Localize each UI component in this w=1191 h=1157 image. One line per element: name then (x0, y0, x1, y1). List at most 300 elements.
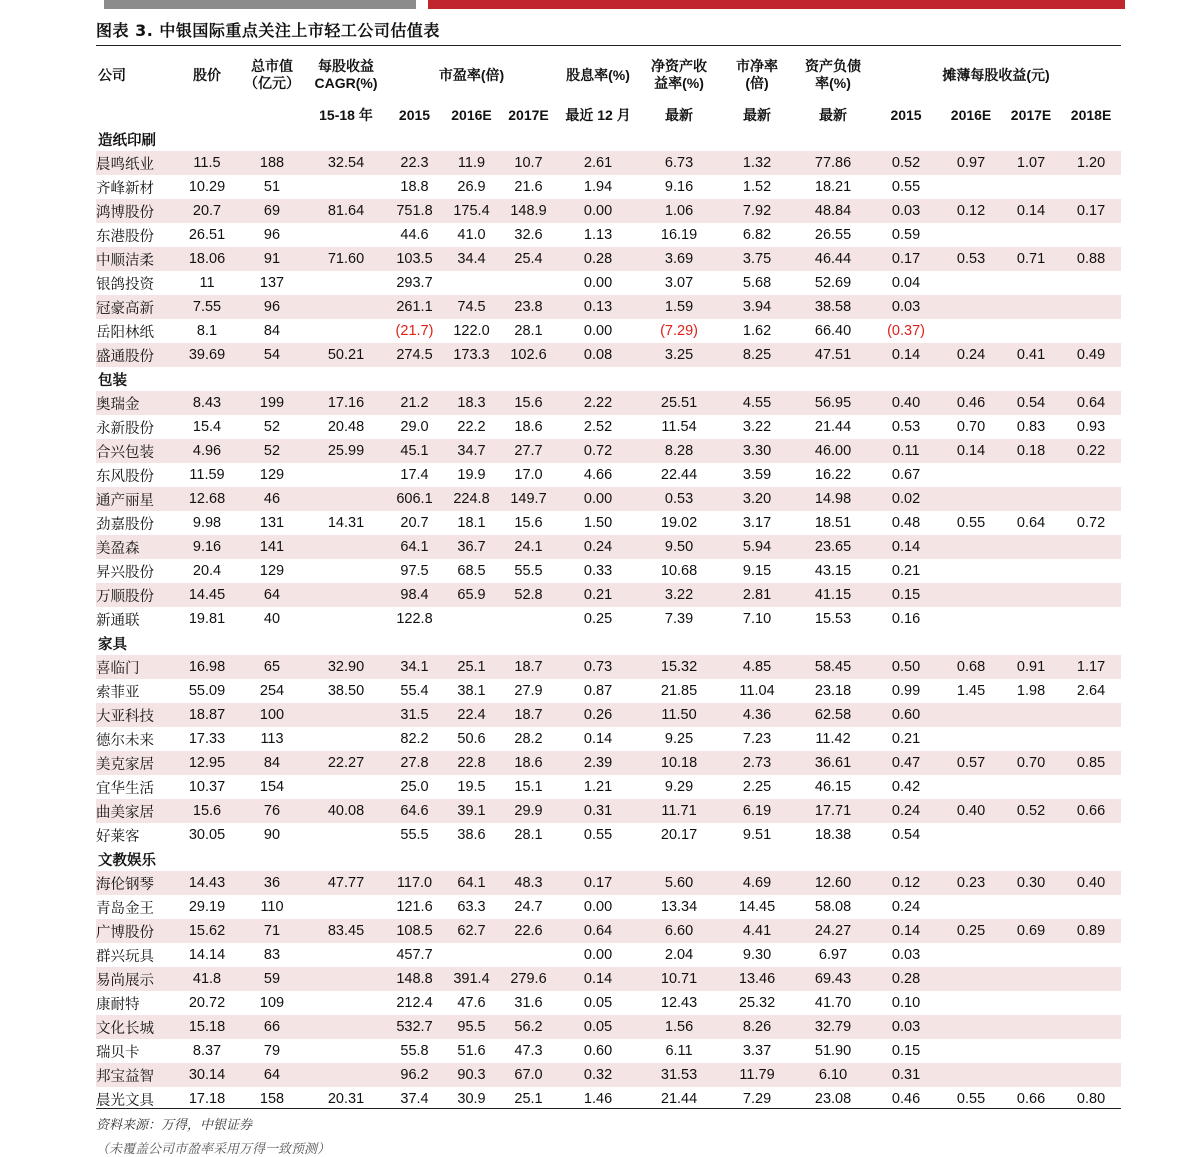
table-cell: 0.68 (941, 655, 1001, 679)
company-name: 好莱客 (96, 828, 140, 845)
table-cell: 17.33 (188, 731, 226, 747)
table-cell: 1.06 (639, 199, 719, 223)
table-cell: 25.32 (738, 995, 776, 1011)
table-cell: 81.64 (306, 199, 386, 223)
table-cell: 4.66 (583, 467, 613, 483)
table-cell (1001, 1039, 1061, 1063)
table-cell: 11.50 (639, 703, 719, 727)
table-cell (1061, 1063, 1121, 1087)
table-cell: 2.22 (557, 391, 639, 415)
table-cell: 20.4 (192, 563, 222, 579)
table-cell: 14.45 (738, 899, 776, 915)
table-cell: 1.56 (639, 1015, 719, 1039)
table-cell: 56.95 (795, 391, 871, 415)
table-cell: 148.9 (500, 199, 557, 223)
header-eps-2015: 2015 (890, 106, 922, 123)
table-cell: 224.8 (443, 487, 500, 511)
table-cell: 0.46 (941, 391, 1001, 415)
table-cell: 0.31 (557, 799, 639, 823)
table-cell: 0.08 (557, 343, 639, 367)
table-cell: 50.6 (457, 731, 486, 747)
table-cell: 0.00 (583, 323, 613, 339)
table-cell: 11.71 (639, 799, 719, 823)
header-roe-sub: 最新 (665, 106, 694, 123)
table-cell (1001, 943, 1061, 967)
company-name: 奥瑞金 (96, 391, 176, 415)
table-cell: 38.58 (795, 295, 871, 319)
table-cell: 58.08 (814, 899, 852, 915)
table-cell (941, 295, 1001, 319)
table-cell: 108.5 (386, 919, 443, 943)
table-cell: 29.19 (188, 899, 226, 915)
table-cell (1061, 223, 1121, 247)
table-row (96, 679, 1121, 703)
table-cell (1001, 703, 1061, 727)
company-name: 康耐特 (96, 996, 140, 1013)
table-cell: 0.41 (1001, 343, 1061, 367)
table-cell (941, 1063, 1001, 1087)
table-cell: 0.00 (583, 275, 613, 291)
table-cell (1001, 295, 1061, 319)
company-name: 美盈森 (96, 535, 176, 559)
header-price: 股价 (193, 66, 221, 83)
table-row (96, 511, 1121, 535)
table-cell (1061, 991, 1121, 1015)
table-cell: 9.16 (664, 179, 694, 195)
company-name: 中顺洁柔 (96, 247, 176, 271)
table-cell (1001, 1063, 1061, 1087)
table-cell: 30.9 (457, 1091, 486, 1107)
table-cell (941, 727, 1001, 751)
table-cell (1061, 463, 1121, 487)
table-cell: 22.27 (306, 751, 386, 775)
table-cell: 0.30 (1001, 871, 1061, 895)
table-cell: 30.14 (176, 1063, 238, 1087)
table-cell: 1.94 (583, 179, 613, 195)
table-cell: 46.00 (795, 439, 871, 463)
table-cell: 64.1 (443, 871, 500, 895)
table-cell (500, 943, 557, 967)
company-name: 昇兴股份 (96, 564, 154, 581)
table-body (96, 127, 1121, 1111)
table-cell: 0.17 (871, 247, 941, 271)
table-cell (306, 607, 386, 631)
header-eps-2016e: 2016E (950, 106, 992, 123)
table-cell: 18.21 (814, 179, 852, 195)
table-cell: 71.60 (306, 247, 386, 271)
table-cell: 0.48 (891, 515, 921, 531)
table-cell: 54 (238, 343, 306, 367)
table-cell: 0.14 (871, 919, 941, 943)
table-cell: 0.64 (557, 919, 639, 943)
table-cell: 66 (238, 1015, 306, 1039)
table-cell: 7.39 (664, 611, 694, 627)
header-debt-sub: 最新 (819, 106, 848, 123)
table-cell: 18.7 (500, 703, 557, 727)
header-eps-2017e: 2017E (1010, 106, 1052, 123)
table-cell: 8.1 (196, 323, 218, 339)
table-cell (1001, 559, 1061, 583)
table-cell: 0.25 (941, 919, 1001, 943)
table-cell: 11.59 (189, 467, 225, 483)
table-cell: 1.21 (583, 779, 613, 795)
table-cell: 0.69 (1001, 919, 1061, 943)
table-cell: 69 (238, 199, 306, 223)
table-cell: 6.10 (795, 1063, 871, 1087)
table-cell (941, 583, 1001, 607)
table-row (96, 871, 1121, 895)
table-cell: 3.22 (742, 419, 772, 435)
source-note: 资料来源：万得，中银证券 (96, 1118, 253, 1133)
table-cell (941, 775, 1001, 799)
table-cell: (21.7) (395, 323, 434, 339)
table-cell: 4.96 (176, 439, 238, 463)
table-cell: 52 (238, 439, 306, 463)
section-title: 造纸印刷 (98, 132, 156, 149)
table-cell: 0.47 (871, 751, 941, 775)
table-cell: 41.0 (457, 227, 486, 243)
table-cell: 0.83 (1016, 419, 1046, 435)
table-cell: 0.11 (871, 439, 941, 463)
table-cell: 1.46 (583, 1091, 613, 1107)
table-cell: 6.11 (665, 1043, 693, 1059)
table-cell: 0.05 (557, 1015, 639, 1039)
table-cell: 83 (263, 947, 281, 963)
table-cell (1001, 823, 1061, 847)
company-name: 永新股份 (96, 420, 154, 437)
top-bar-gray (104, 0, 416, 9)
table-cell: 7.92 (719, 199, 795, 223)
table-cell (1001, 607, 1061, 631)
table-cell: 0.31 (871, 1063, 941, 1087)
table-cell: 31.6 (514, 995, 543, 1011)
table-cell: 0.28 (871, 967, 941, 991)
table-cell: 7.55 (176, 295, 238, 319)
table-cell: 0.70 (1001, 751, 1061, 775)
header-cagr-years: 15-18 年 (319, 106, 373, 123)
table-cell: 41.15 (795, 583, 871, 607)
company-name: 宜华生活 (96, 780, 154, 797)
table-cell: 212.4 (396, 995, 433, 1011)
table-cell: 0.25 (583, 611, 613, 627)
table-cell: 64.6 (386, 799, 443, 823)
table-cell: 21.44 (814, 419, 852, 435)
table-cell: 0.24 (941, 343, 1001, 367)
table-cell: 0.24 (891, 899, 921, 915)
table-cell: 11.04 (739, 683, 775, 699)
table-row (96, 151, 1121, 175)
table-cell: 0.67 (891, 467, 921, 483)
table-cell: 24.27 (795, 919, 871, 943)
company-name: 青岛金王 (96, 900, 154, 917)
company-name: 万顺股份 (96, 583, 176, 607)
table-cell: 0.66 (1016, 1091, 1046, 1107)
table-cell: 28.1 (514, 323, 543, 339)
table-cell: 25.1 (443, 655, 500, 679)
table-cell: 66.40 (814, 323, 852, 339)
table-cell: 16.19 (660, 227, 698, 243)
table-cell: 0.49 (1061, 343, 1121, 367)
table-cell: 532.7 (386, 1015, 443, 1039)
table-cell: 50.21 (306, 343, 386, 367)
table-cell: 0.33 (583, 563, 613, 579)
table-cell: 121.6 (396, 899, 433, 915)
table-cell: 1.17 (1061, 655, 1121, 679)
header-debt: 资产负债 率(%) (805, 58, 862, 91)
table-cell: 13.46 (719, 967, 795, 991)
table-cell: 0.53 (941, 247, 1001, 271)
table-cell: 45.1 (386, 439, 443, 463)
table-cell (500, 607, 557, 631)
header-pe-2015: 2015 (398, 106, 431, 123)
table-cell: 65.9 (443, 583, 500, 607)
table-cell: 37.4 (400, 1091, 429, 1107)
table-cell (306, 487, 386, 511)
table-cell (500, 271, 557, 295)
table-cell (306, 943, 386, 967)
table-cell: 10.37 (188, 779, 226, 795)
table-cell: 0.21 (891, 731, 921, 747)
table-row (96, 319, 1121, 343)
table-cell (306, 1039, 386, 1063)
table-cell: 43.15 (814, 563, 852, 579)
table-cell: 40.08 (306, 799, 386, 823)
table-cell: 0.03 (871, 199, 941, 223)
table-cell: 110 (260, 899, 284, 915)
company-name: 曲美家居 (96, 799, 176, 823)
header-roe: 净资产收 益率(%) (651, 58, 708, 91)
table-cell: 0.18 (1001, 439, 1061, 463)
table-cell: 6.19 (719, 799, 795, 823)
table-cell: 15.18 (176, 1015, 238, 1039)
table-cell: 122.8 (396, 611, 433, 627)
table-row (96, 463, 1121, 487)
table-row (96, 1039, 1121, 1063)
table-row (96, 199, 1121, 223)
table-cell: 0.03 (871, 1015, 941, 1039)
table-cell: 0.91 (1001, 655, 1061, 679)
table-cell: 0.73 (557, 655, 639, 679)
table-cell (941, 535, 1001, 559)
table-cell (1061, 175, 1121, 199)
table-cell: 18.6 (514, 419, 543, 435)
table-cell (1061, 775, 1121, 799)
table-cell: 64 (238, 1063, 306, 1087)
table-cell: 6.73 (639, 151, 719, 175)
table-cell (1061, 1039, 1121, 1063)
table-cell (1001, 487, 1061, 511)
table-cell: 55.5 (400, 827, 429, 843)
table-cell (1001, 991, 1061, 1015)
table-cell: 91 (238, 247, 306, 271)
table-cell: 2.04 (664, 947, 694, 963)
table-cell: 18.06 (176, 247, 238, 271)
table-cell: 36.7 (443, 535, 500, 559)
table-cell: 0.26 (557, 703, 639, 727)
table-cell: 158 (259, 1091, 285, 1107)
table-cell: 64.1 (386, 535, 443, 559)
table-cell (1001, 583, 1061, 607)
table-cell: 17.18 (188, 1091, 226, 1107)
table-cell: 38.6 (457, 827, 486, 843)
table-cell: 0.04 (891, 275, 921, 291)
table-cell: 47.77 (306, 871, 386, 895)
header-pe-2016e: 2016E (451, 106, 492, 123)
table-cell: 102.6 (500, 343, 557, 367)
table-cell: 27.8 (386, 751, 443, 775)
table-cell: 274.5 (386, 343, 443, 367)
table-cell: 0.52 (871, 151, 941, 175)
table-cell: 2.73 (719, 751, 795, 775)
table-cell: 32.54 (306, 151, 386, 175)
table-cell: 0.24 (871, 799, 941, 823)
table-cell (306, 991, 386, 1015)
table-cell: 25.4 (500, 247, 557, 271)
table-cell: 9.15 (742, 563, 772, 579)
table-cell: 39.69 (176, 343, 238, 367)
table-cell: 391.4 (443, 967, 500, 991)
table-cell: 0.60 (583, 1043, 613, 1059)
table-cell: 0.66 (1061, 799, 1121, 823)
table-cell (1061, 703, 1121, 727)
table-cell: 122.0 (453, 323, 490, 339)
company-name: 德尔未来 (96, 732, 154, 749)
table-cell (306, 175, 386, 199)
coverage-note: （未覆盖公司市盈率采用万得一致预测） (96, 1142, 331, 1157)
table-cell: 7.29 (742, 1091, 772, 1107)
company-name: 美克家居 (96, 751, 176, 775)
header-mktcap: 总市值 （亿元） (244, 58, 300, 91)
table-cell (941, 703, 1001, 727)
company-name: 索菲亚 (96, 684, 140, 701)
table-cell: 17.71 (795, 799, 871, 823)
table-cell: 12.43 (660, 995, 698, 1011)
table-cell: 9.25 (664, 731, 694, 747)
table-cell: 6.82 (742, 227, 772, 243)
table-cell: 137 (259, 275, 285, 291)
table-cell: 34.4 (443, 247, 500, 271)
table-cell: 83.45 (306, 919, 386, 943)
table-cell: 3.22 (639, 583, 719, 607)
table-cell (941, 943, 1001, 967)
table-cell: 20.7 (400, 515, 429, 531)
table-cell: 0.89 (1061, 919, 1121, 943)
table-cell: 9.29 (664, 779, 694, 795)
table-cell: 0.46 (891, 1091, 921, 1107)
table-cell: 109 (259, 995, 285, 1011)
table-cell: 0.15 (871, 583, 941, 607)
header-pe: 市盈率(倍) (438, 66, 505, 83)
table-cell: 11.9 (443, 151, 500, 175)
table-row (96, 223, 1121, 247)
table-cell: 173.3 (443, 343, 500, 367)
header-pe-2017e: 2017E (508, 106, 549, 123)
table-cell: 1.07 (1001, 151, 1061, 175)
table-cell (1061, 319, 1121, 343)
table-cell: 52 (263, 419, 281, 435)
table-cell: 27.9 (514, 683, 543, 699)
table-cell: 32.90 (306, 655, 386, 679)
table-cell: 18.51 (814, 515, 852, 531)
table-cell: 0.40 (1061, 871, 1121, 895)
table-cell: 59 (238, 967, 306, 991)
table-cell: 10.68 (660, 563, 698, 579)
table-cell: 0.12 (871, 871, 941, 895)
table-cell (1001, 535, 1061, 559)
table-row (96, 175, 1121, 199)
table-cell: 0.10 (891, 995, 921, 1011)
table-cell: 18.87 (176, 703, 238, 727)
table-cell: 25.0 (400, 779, 429, 795)
header-eps: 摊薄每股收益(元) (942, 66, 1050, 83)
table-cell: 7.10 (742, 611, 772, 627)
table-cell: 52.69 (814, 275, 852, 291)
table-cell: 0.59 (891, 227, 921, 243)
table-cell (1001, 319, 1061, 343)
table-cell (1061, 271, 1121, 295)
table-row (96, 583, 1121, 607)
table-cell: 18.38 (814, 827, 852, 843)
table-cell (306, 727, 386, 751)
table-cell: 0.57 (941, 751, 1001, 775)
table-cell: 8.28 (639, 439, 719, 463)
table-cell: 44.6 (400, 227, 429, 243)
table-row (96, 391, 1121, 415)
table-cell (306, 271, 386, 295)
table-cell: 15.62 (176, 919, 238, 943)
table-cell (306, 1063, 386, 1087)
table-cell: 4.69 (719, 871, 795, 895)
company-name: 齐峰新材 (96, 180, 154, 197)
table-cell: 69.43 (795, 967, 871, 991)
table-cell (306, 559, 386, 583)
table-cell: 7.23 (742, 731, 772, 747)
table-cell: 21.6 (514, 179, 543, 195)
table-cell (306, 895, 386, 919)
table-row (96, 343, 1121, 367)
table-cell: 97.5 (400, 563, 429, 579)
table-cell: 20.31 (327, 1091, 365, 1107)
table-cell: 3.30 (719, 439, 795, 463)
table-cell: 14.14 (188, 947, 226, 963)
table-cell: 279.6 (500, 967, 557, 991)
table-cell: 34.7 (443, 439, 500, 463)
table-cell (1061, 295, 1121, 319)
header-price-sub (176, 103, 238, 127)
table-row (96, 607, 1121, 631)
table-cell: 22.3 (386, 151, 443, 175)
table-cell: 36 (238, 871, 306, 895)
header-pb: 市净率 (倍) (736, 58, 779, 91)
table-row (96, 751, 1121, 775)
table-cell (443, 607, 500, 631)
table-cell: 31.5 (386, 703, 443, 727)
table-cell: 12.60 (795, 871, 871, 895)
table-cell: 2.25 (742, 779, 772, 795)
table-row (96, 991, 1121, 1015)
table-cell: 0.93 (1076, 419, 1106, 435)
table-cell: 0.03 (891, 947, 921, 963)
table-row (96, 271, 1121, 295)
table-cell: 0.99 (891, 683, 921, 699)
table-cell: 8.43 (176, 391, 238, 415)
table-cell: 2.39 (557, 751, 639, 775)
table-cell: 5.94 (719, 535, 795, 559)
table-cell: 0.32 (557, 1063, 639, 1087)
table-cell: 0.21 (891, 563, 921, 579)
table-cell: 15.6 (176, 799, 238, 823)
table-cell: 0.53 (639, 487, 719, 511)
